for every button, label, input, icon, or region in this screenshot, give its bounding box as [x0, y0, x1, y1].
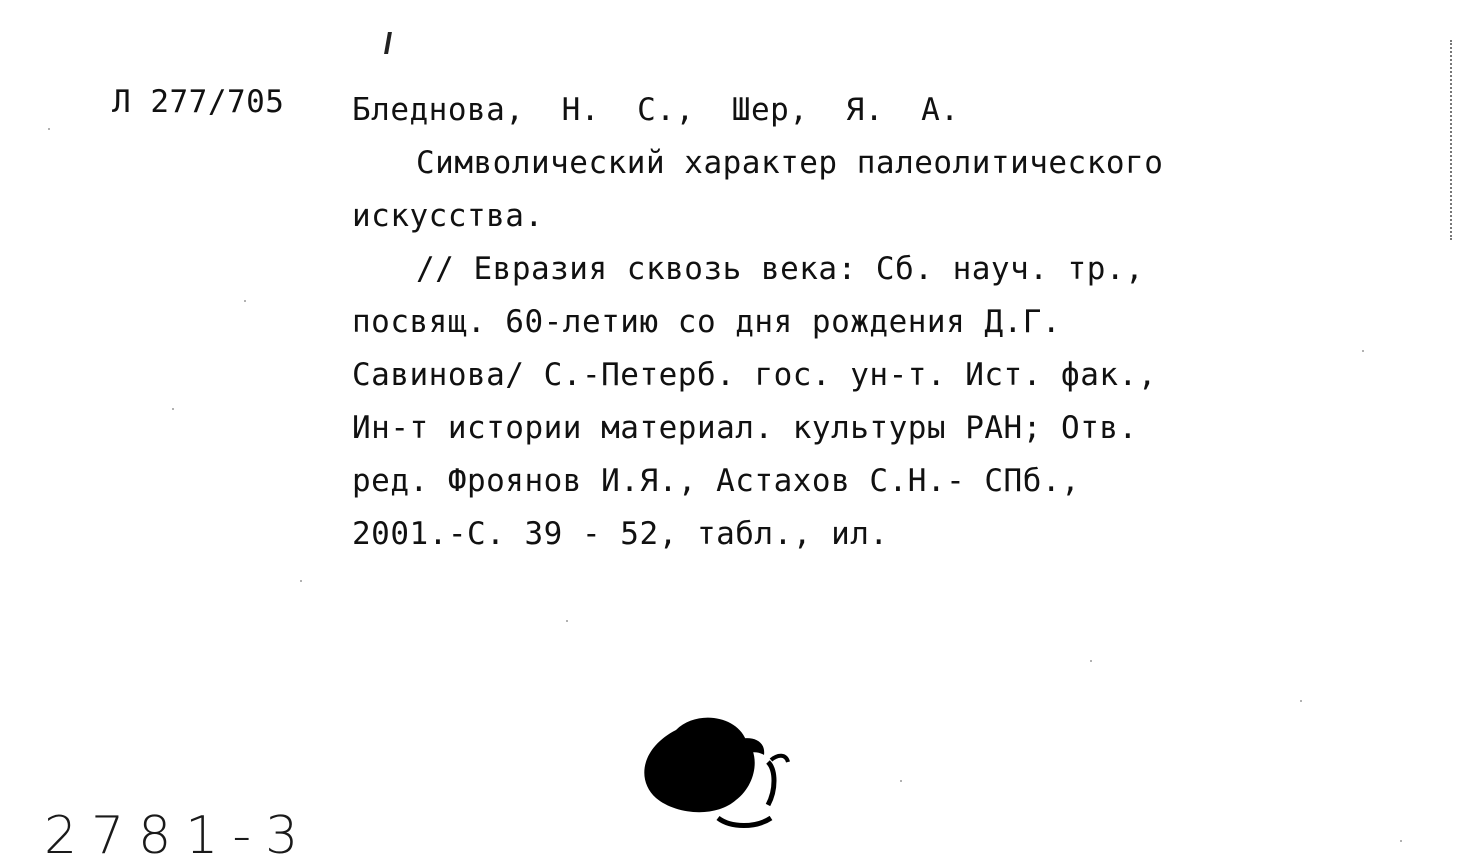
source-line-4: Ин-т истории материал. культуры РАН; Отв. — [352, 410, 1138, 446]
source-line-3: Савинова/ С.-Петерб. гос. ун-т. Ист. фак., — [352, 357, 1157, 393]
source-line-5: ред. Фроянов И.Я., Астахов С.Н.- СПб., — [352, 463, 1081, 499]
title-text-1: Символический характер палеолитического — [416, 145, 1164, 181]
scan-speck — [1300, 700, 1302, 702]
scan-edge-marks — [1447, 40, 1452, 240]
scan-speck — [1400, 840, 1402, 842]
scan-speck — [172, 408, 174, 410]
authors-line: Бледнова, Н. С., Шер, Я. А. — [352, 92, 960, 128]
bibliographic-entry — [352, 84, 1312, 561]
scan-speck — [900, 780, 902, 782]
scan-speck — [1362, 350, 1364, 352]
scan-speck — [300, 580, 302, 582]
ink-blot — [636, 710, 806, 840]
scan-speck — [48, 128, 50, 130]
title-line-1 — [352, 137, 1312, 190]
scan-speck — [1090, 660, 1092, 662]
scan-speck — [244, 300, 246, 302]
title-line-2: искусства. — [352, 198, 544, 234]
source-line-1: // Евразия сквозь века: Сб. науч. тр., — [416, 251, 1145, 287]
scan-speck — [566, 620, 568, 622]
pen-tick-mark — [384, 32, 392, 54]
source-line-6: 2001.-С. 39 - 52, табл., ил. — [352, 516, 889, 552]
handwritten-inventory-number: 2781-3 — [44, 806, 313, 866]
source-line-2: посвящ. 60-летию со дня рождения Д.Г. — [352, 304, 1062, 340]
shelfmark: Л 277/705 — [112, 84, 285, 120]
